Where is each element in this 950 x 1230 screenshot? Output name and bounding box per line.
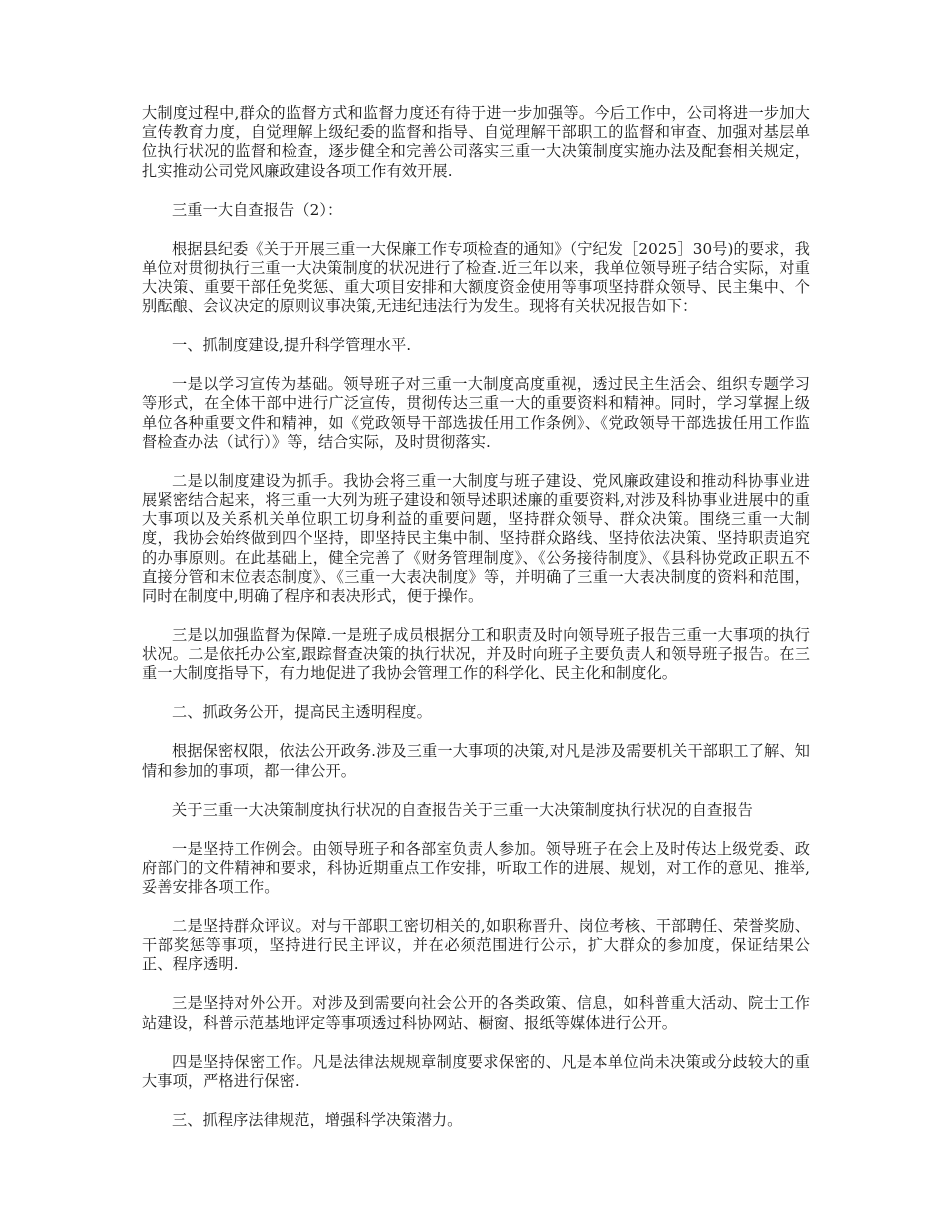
paragraph-intro: 根据县纪委《关于开展三重一大保廉工作专项检查的通知》（宁纪发［2025］30号)的要求，我单位对贯彻执行三重一大决策制度的状况进行了检查.近三年以来，我单位领导班子结合实际，对重大决策、重要干部任免奖惩、重大项目安排和大额度资金使用等事项坚持群众领导、民主集中、个别酝酿、会议决定的原则议事决策,无违纪违法行为发生。现将有关状况报告如下：: [142, 239, 810, 316]
document-body: [142, 104, 810, 1150]
paragraph-1-2: 二是以制度建设为抓手。我协会将三重一大制度与班子建设、党风廉政建设和推动科协事业进展紧密结合起来，将三重一大列为班子建设和领导述职述廉的重要资料,对涉及科协事业进展中的重大事项以及关系机关单位职工切身利益的重要问题，坚持群众领导、群众决策。围绕三重一大制度，我协会始终做到四个坚持，即坚持民主集中制、坚持群众路线、坚持依法决策、坚持职责追究的办事原则。在此基础上，健全完善了《财务管理制度》、《公务接待制度》、《县科协党政正职五不直接分管和末位表态制度》、《三重一大表决制度》等，并明确了三重一大表决制度的资料和范围，同时在制度中,明确了程序和表决形式，便于操作。: [142, 471, 810, 606]
paragraph-2-intro: 根据保密权限，依法公开政务.涉及三重一大事项的决策,对凡是涉及需要机关干部职工了解、知情和参加的事项，都一律公开。: [142, 742, 810, 780]
section-heading-2: 二、抓政务公开，提高民主透明程度。: [172, 703, 432, 722]
paragraph-1-1: 一是以学习宣传为基础。领导班子对三重一大制度高度重视，透过民主生活会、组织专题学习等形式，在全体干部中进行广泛宣传，贯彻传达三重一大的重要资料和精神。同时，学习掌握上级单位各种重要文件和精神，如《党政领导干部选拔任用工作条例》、《党政领导干部选拔任用工作监督检查办法（试行）》等，结合实际，及时贯彻落实.: [142, 375, 810, 451]
paragraph-repeated-title: 关于三重一大决策制度执行状况的自查报告关于三重一大决策制度执行状况的自查报告: [172, 800, 753, 819]
paragraph-2-3: 三是坚持对外公开。对涉及到需要向社会公开的各类政策、信息，如科普重大活动、院士工作站建设，科普示范基地评定等事项透过科协网站、橱窗、报纸等媒体进行公开。: [142, 994, 810, 1032]
section-heading-1: 一、抓制度建设,提升科学管理水平.: [172, 336, 412, 355]
paragraph-2-2: 二是坚持群众评议。对与干部职工密切相关的,如职称晋升、岗位考核、干部聘任、荣誉奖励、干部奖惩等事项，坚持进行民主评议，并在必须范围进行公示，扩大群众的参加度，保证结果公正、程序透明.: [142, 917, 810, 974]
paragraph-conclusion: 大制度过程中,群众的监督方式和监督力度还有待于进一步加强等。今后工作中，公司将进一步加大宣传教育力度，自觉理解上级纪委的监督和指导、自觉理解干部职工的监督和审查、加强对基层单位执行状况的监督和检查，逐步健全和完善公司落实三重一大决策制度实施办法及配套相关规定，扎实推动公司党风廉政建设各项工作有效开展.: [142, 104, 810, 180]
paragraph-2-1: 一是坚持工作例会。由领导班子和各部室负责人参加。领导班子在会上及时传达上级党委、政府部门的文件精神和要求，科协近期重点工作安排，听取工作的进展、规划，对工作的意见、推举,妥善安排各项工作。: [142, 839, 810, 897]
section-heading-3: 三、抓程序法律规范，增强科学决策潜力。: [172, 1110, 463, 1129]
paragraph-1-3: 三是以加强监督为保障.一是班子成员根据分工和职责及时向领导班子报告三重一大事项的执行状况。二是依托办公室,跟踪督查决策的执行状况，并及时向班子主要负责人和领导班子报告。在三重一大制度指导下，有力地促进了我协会管理工作的科学化、民主化和制度化。: [142, 626, 810, 683]
report-2-title: 三重一大自查报告（2）：: [172, 200, 343, 219]
paragraph-2-4: 四是坚持保密工作。凡是法律法规规章制度要求保密的、凡是本单位尚未决策或分歧较大的重大事项，严格进行保密.: [142, 1052, 810, 1090]
